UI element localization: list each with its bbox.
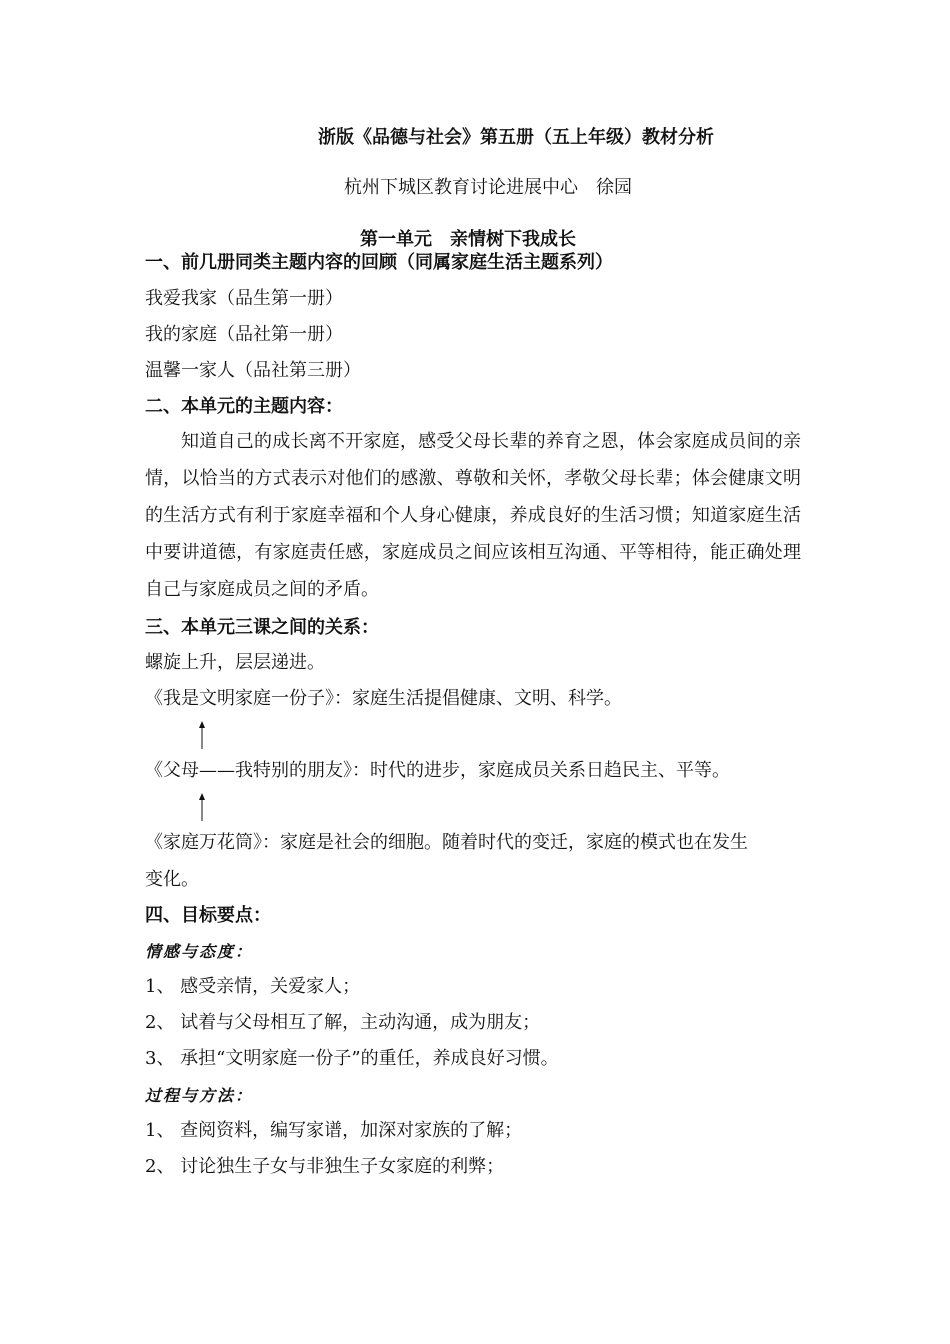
section4-heading: 四、目标要点：	[145, 905, 271, 926]
section2-heading: 二、本单元的主题内容：	[145, 396, 343, 417]
lesson-bottom-line1: 《家庭万花筒》：家庭是社会的细胞。随着时代的变迁，家庭的模式也在发生	[145, 832, 748, 853]
section2-paragraph: 知道自己的成长离不开家庭，感受父母长辈的养育之恩，体会家庭成员间的亲情，以恰当的方式表示对他们的感激、尊敬和关怀，孝敬父母长辈；体会健康文明的生活方式有利于家庭幸福和个人身心健康，养成良好的生活习惯；知道家庭生活中要讲道德，有家庭责任感，家庭成员之间应该相互沟通、平等相待，能正确处理自己与家庭成员之间的矛盾。	[145, 431, 801, 600]
section1-item-3: 温馨一家人（品社第三册）	[145, 360, 361, 381]
sub1-item-3: 3、 承担“文明家庭一份子”的重任，养成良好习惯。	[145, 1048, 559, 1069]
lesson-top: 《我是文明家庭一份子》：家庭生活提倡健康、文明、科学。	[145, 688, 622, 709]
section4-sub2-label: 过程与方法：	[145, 1086, 254, 1105]
up-arrow-icon	[196, 720, 208, 750]
document-author: 杭州下城区教育讨论进展中心 徐园	[344, 177, 632, 198]
lesson-mid: 《父母——我特别的朋友》：时代的进步，家庭成员关系日趋民主、平等。	[145, 760, 730, 781]
unit-title: 第一单元 亲情树下我成长	[360, 229, 576, 250]
section1-heading: 一、前几册同类主题内容的回顾（同属家庭生活主题系列）	[145, 252, 613, 273]
document-title: 浙版《品德与社会》第五册（五上年级）教材分析	[318, 127, 714, 148]
section3-heading: 三、本单元三课之间的关系：	[145, 617, 379, 638]
section3-intro: 螺旋上升，层层递进。	[145, 652, 325, 673]
section1-item-2: 我的家庭（品社第一册）	[145, 324, 343, 345]
up-arrow-icon	[196, 792, 208, 822]
sub1-item-1: 1、 感受亲情，关爱家人；	[145, 976, 361, 997]
lesson-bottom-line2: 变化。	[145, 869, 199, 890]
sub2-item-2: 2、 讨论独生子女与非独生子女家庭的利弊；	[145, 1156, 505, 1177]
section1-item-1: 我爱我家（品生第一册）	[145, 288, 343, 309]
sub2-item-1: 1、 查阅资料，编写家谱，加深对家族的了解；	[145, 1120, 523, 1141]
section4-sub1-label: 情感与态度：	[145, 942, 254, 961]
sub1-item-2: 2、 试着与父母相互了解，主动沟通，成为朋友；	[145, 1012, 541, 1033]
